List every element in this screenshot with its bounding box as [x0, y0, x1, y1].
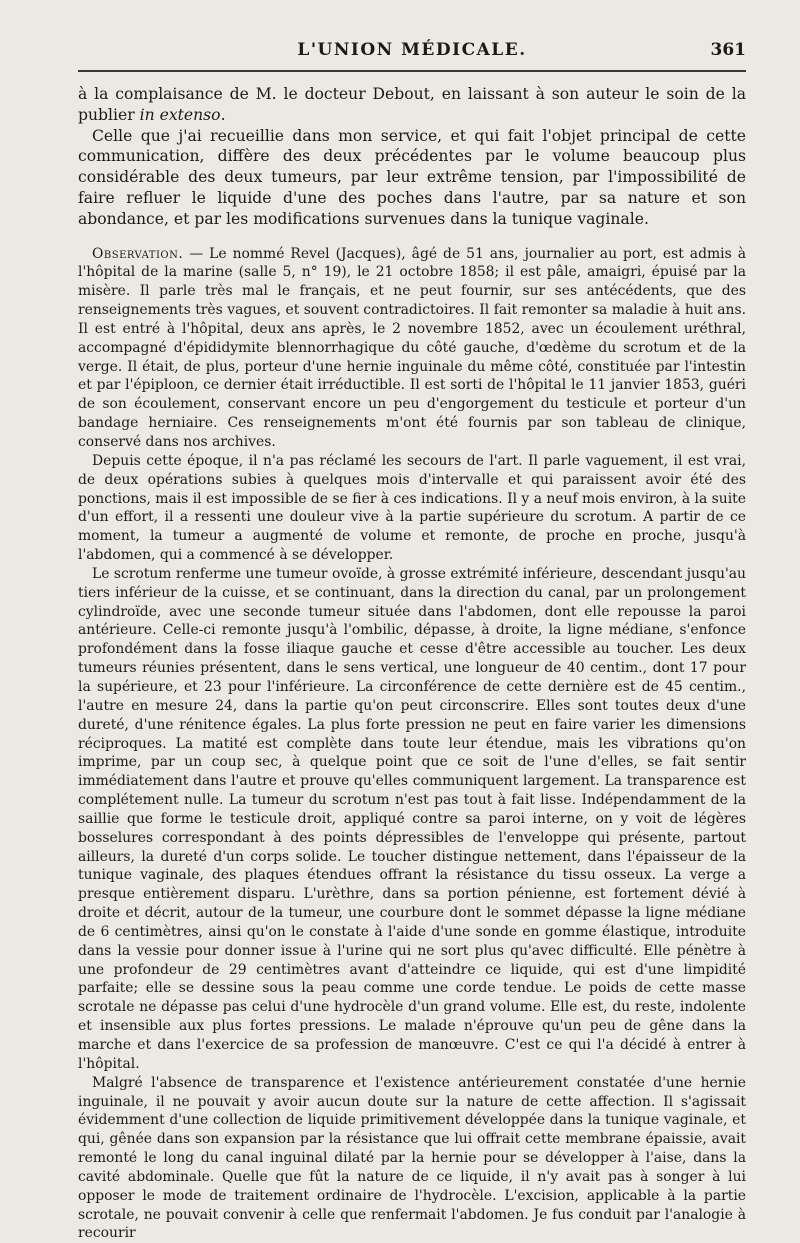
intro-paragraph-2: Celle que j'ai recueillie dans mon service, et qui fait l'objet principal de cette communication, diffère des deux précédentes par le volume beaucoup plus considérable des deux tumeurs, par leur extrême tension, par l'impossibilité de faire refluer le liquide d'une des poches dans l'autre, par sa nature et son abondance, et par les modifications survenues dans la tunique vaginale.	[78, 126, 746, 228]
observation-paragraph-3: Le scrotum renferme une tumeur ovoïde, à grosse extrémité inférieure, descendant jusqu'au tiers inférieur de la cuisse, et se continuant, dans la direction du canal, par un prolongement cylindroïde, avec une seconde tumeur située dans l'abdomen, dont elle repousse la paroi antérieure. Celle-ci remonte jusqu'à l'ombilic, dépasse, à droite, la ligne médiane, s'enfonce profondément dans la fosse iliaque gauche et cesse d'être accessible au toucher. Les deux tumeurs réunies présentent, dans le sens vertical, une longueur de 40 centim., dont 17 pour la supérieure, et 23 pour l'inférieure. La circonférence de cette dernière est de 45 centim., l'autre en mesure 24, dans la partie qu'on peut circonscrire. Elles sont toutes deux d'une dureté, d'une rénitence égales. La plus forte pression ne peut en faire varier les dimensions réciproques. La matité est complète dans toute leur étendue, mais les vibrations qu'on imprime, par un coup sec, à quelque point que ce soit de l'une d'elles, se fait sentir immédiatement dans l'autre et prouve qu'elles communiquent largement. La transparence est complétement nulle. La tumeur du scrotum n'est pas tout à fait lisse. Indépendamment de la saillie que forme le testicule droit, appliqué contre sa paroi interne, on y voit de légères bosselures correspondant à des points dépressibles de l'enveloppe qui présente, partout ailleurs, la dureté d'un corps solide. Le toucher distingue nettement, dans l'épaisseur de la tunique vaginale, des plaques étendues offrant la résistance du tissu osseux. La verge a presque entièrement disparu. L'urèthre, dans sa portion pénienne, est fortement dévié à droite et décrit, autour de la tumeur, une courbure dont le sommet dépasse la ligne médiane de 6 centimètres, ainsi qu'on le constate à l'aide d'une sonde en gomme élastique, introduite dans la vessie pour donner issue à l'urine qui ne sort plus qu'avec difficulté. Elle pénètre à une profondeur de 29 centimètres avant d'atteindre ce liquide, qui est d'une limpidité parfaite; elle se dessine sous la peau comme une corde tendue. Le poids de cette masse scrotale ne dépasse pas celui d'une hydrocèle d'un grand volume. Elle est, du reste, indolente et insensible aux plus fortes pressions. Le malade n'éprouve qu'un peu de gêne dans la marche et dans l'exercice de sa profession de manœuvre. C'est ce qui l'a décidé à entrer à l'hôpital.	[78, 565, 746, 1072]
intro-p1-end: .	[220, 105, 226, 124]
observation-paragraph-2: Depuis cette époque, il n'a pas réclamé les secours de l'art. Il parle vaguement, il est vrai, de deux opérations subies à quelques mois d'intervalle et qui paraissent avoir été des ponctions, mais il est impossible de se fier à ces indications. Il y a neuf mois environ, à la suite d'un effort, il a ressenti une douleur vive à la partie supérieure du scrotum. A partir de ce moment, la tumeur a augmenté de volume et remonte, de proche en proche, jusqu'à l'abdomen, qui a commencé à se développer.	[78, 452, 746, 564]
observation-section	[78, 245, 746, 1243]
observation-paragraph-1	[78, 245, 746, 452]
running-title: L'UNION MÉDICALE.	[297, 40, 527, 60]
header-rule	[78, 70, 746, 72]
intro-p1-italic: in extenso	[139, 105, 221, 124]
intro-section	[78, 84, 746, 230]
page-body	[78, 84, 746, 1243]
observation-heading: Observation.	[92, 245, 184, 262]
observation-paragraph-4: Malgré l'absence de transparence et l'existence antérieurement constatée d'une hernie inguinale, il ne pouvait y avoir aucun doute sur la nature de cette affection. Il s'agissait évidemment d'une collection de liquide primitivement développée dans la tunique vaginale, et qui, gênée dans son expansion par la résistance que lui offrait cette membrane épaissie, avait remonté le long du canal inguinal dilaté par la hernie pour se développer à l'aise, dans la cavité abdominale. Quelle que fût la nature de ce liquide, il n'y avait pas à songer à lui opposer le mode de traitement ordinaire de l'hydrocèle. L'excision, applicable à la partie scrotale, ne pouvait convenir à celle que renfermait l'abdomen. Je fus conduit par l'analogie à recourir	[78, 1074, 746, 1242]
intro-paragraph-1	[78, 84, 746, 126]
page-number: 361	[710, 40, 746, 60]
intro-p1-text: à la complaisance de M. le docteur Debout, en laissant à son auteur le soin de la publier	[78, 85, 746, 124]
observation-p1-text: — Le nommé Revel (Jacques), âgé de 51 ans, journalier au port, est admis à l'hôpital de la marine (salle 5, n° 19), le 21 octobre 1858; il est pâle, amaigri, épuisé par la misère. Il parle très mal le français, et ne peut fournir, sur ses antécédents, que des renseignements très vagues, et souvent contradictoires. Il fait remonter sa maladie à huit ans. Il est entré à l'hôpital, deux ans après, le 2 novembre 1852, avec un écoulement uréthral, accompagné d'épididymite blennorrhagique du côté gauche, d'œdème du scrotum et de la verge. Il était, de plus, porteur d'une hernie inguinale du même côté, constituée par l'intestin et par l'épiploon, ce dernier était irréductible. Il est sorti de l'hôpital le 11 janvier 1853, guéri de son écoulement, conservant encore un peu d'engorgement du testicule et porteur d'un bandage herniaire. Ces renseignements m'ont été fournis par son tableau de clinique, conservé dans nos archives.	[78, 245, 746, 451]
page-header	[78, 40, 746, 64]
